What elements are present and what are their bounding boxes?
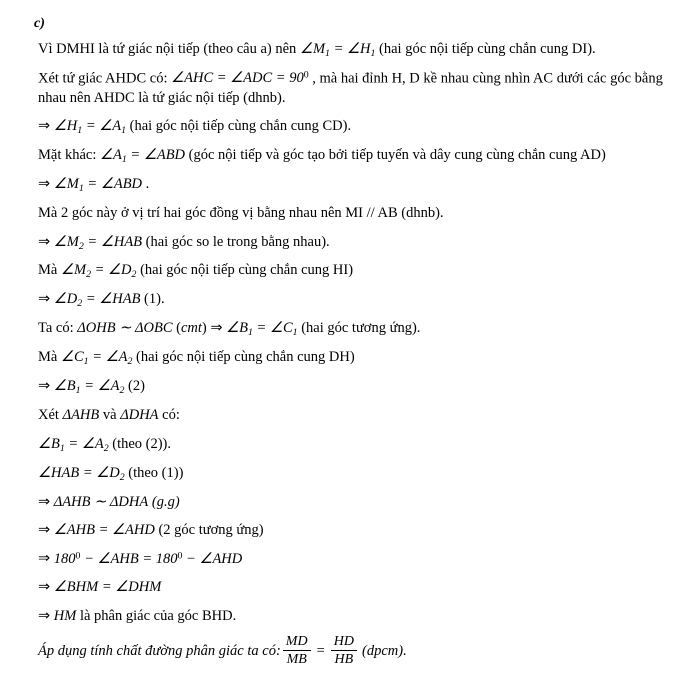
solution-line: Vì DMHI là tứ giác nội tiếp (theo câu a) nên $\angle M_1$ = $\angle H_1$ (hai góc nội tiếp cùng chắn cung DI). — [38, 41, 596, 59]
solution-line: ⇒ $\angle H_1$ = $\angle A_1$ (hai góc nội tiếp cùng chắn cung CD). — [38, 118, 352, 136]
solution-line: ⇒ ΔAHB ∼ ΔDHA (g.g) — [38, 493, 180, 510]
part-label: c) — [34, 16, 45, 31]
fraction-denominator: HB — [334, 652, 354, 668]
solution-line: ⇒ $\angle M_2$ = ∠HAB (hai góc so le trong bằng nhau). — [38, 233, 330, 252]
solution-line: ⇒ $180^0$ − ∠AHB = $180^0$ − ∠AHD — [38, 550, 243, 567]
solution-body — [38, 40, 678, 678]
solution-line: ⇒ $\angle B_1$ = $\angle A_2$ (2) — [38, 378, 145, 397]
solution-line: Mà $\angle M_2$ = $\angle D_2$ (hai góc nội tiếp cùng chắn cung HI) — [38, 262, 354, 281]
solution-line: ∠HAB = $\angle D_2$ (theo (1)) — [38, 464, 184, 483]
solution-line: Xét ΔAHB và ΔDHA có: — [38, 407, 180, 424]
solution-line: ⇒ ∠BHM = ∠DHM — [38, 579, 162, 596]
solution-line: Mà 2 góc này ở vị trí hai góc đồng vị bằng nhau nên MI // AB (dhnb). — [38, 205, 444, 222]
solution-line: $\angle B_1$ = $\angle A_2$ (theo (2)). — [38, 435, 172, 454]
conclusion-prefix: Áp dụng tính chất đường phân giác ta có: — [38, 643, 281, 660]
fraction-denominator: MB — [286, 652, 307, 668]
fraction-numerator: HD — [331, 634, 357, 651]
conclusion-suffix: (dpcm). — [362, 643, 407, 660]
solution-line: Mặt khác: $\angle A_1$ = ∠ABD (góc nội tiếp và góc tạo bởi tiếp tuyến và dây cung cùng chắn cung AD) — [38, 147, 606, 165]
solution-line: Xét tứ giác AHDC có: ∠AHC = ∠ADC = $90^0$ , mà hai đỉnh H, D kề nhau cùng nhìn AC dưới các góc bằng nhau nên AHDC là tứ giác nội tiếp (dhnb). — [38, 69, 663, 106]
equals-sign: = — [316, 643, 325, 660]
solution-line: ⇒ $\angle D_2$ = ∠HAB (1). — [38, 291, 165, 310]
fraction-numerator: MD — [283, 634, 311, 651]
solution-line: Mà $\angle C_1$ = $\angle A_2$ (hai góc nội tiếp cùng chắn cung DH) — [38, 349, 355, 368]
solution-line: Ta có: ΔOHB ∼ ΔOBC (cmt) ⇒ $\angle B_1$ = $\angle C_1$ (hai góc tương ứng). — [38, 320, 421, 339]
solution-line: ⇒ $\angle M_1$ = ∠ABD . — [38, 176, 150, 194]
fraction-md-mb — [283, 634, 311, 668]
solution-line: ⇒ HM là phân giác của góc BHD. — [38, 607, 237, 624]
fraction-hd-hb — [331, 634, 357, 668]
conclusion-line — [38, 635, 678, 669]
solution-line: ⇒ ∠AHB = ∠AHD (2 góc tương ứng) — [38, 521, 264, 538]
